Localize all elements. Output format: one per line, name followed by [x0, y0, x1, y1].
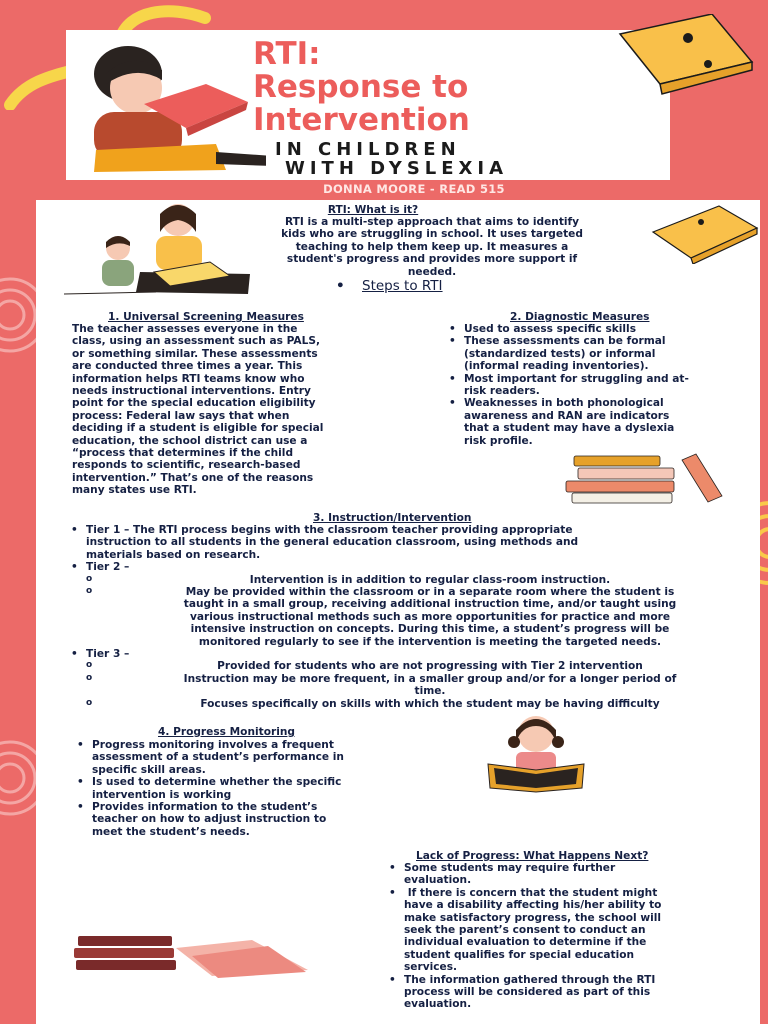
list-item: [70, 776, 440, 801]
text-line: • Most important for struggling and at-: [464, 372, 689, 385]
text-line: o May be provided within the classroom or in a separate room where the student is: [185, 586, 675, 599]
book-illustration-small: [651, 202, 763, 264]
subtitle-line: WITH DYSLEXIA: [285, 158, 509, 179]
page-title: [253, 38, 653, 137]
list-item: [442, 397, 762, 447]
intro-text: [236, 216, 628, 278]
text-line: meet the student’s needs.: [92, 825, 250, 838]
lack-list: [382, 862, 754, 1011]
text-line: make satisfactory progress, the school will: [404, 911, 662, 924]
reading-child-illustration: [66, 32, 266, 180]
sub-list-item: [64, 673, 756, 698]
text-line: teaching to help them keep up. It measures a: [295, 240, 569, 253]
text-line: evaluation.: [404, 874, 472, 887]
text-line: risk readers.: [464, 385, 540, 398]
list-item: [442, 323, 762, 335]
text-line: intervention.” That’s one of the reasons: [72, 471, 314, 484]
text-line: • Progress monitoring involves a frequent: [92, 739, 334, 751]
list-item: [382, 862, 754, 887]
text-line: process: Federal law says that when: [72, 409, 290, 422]
text-line: education, the school district can use a: [72, 434, 308, 447]
tier1-item: [64, 524, 756, 561]
header-card: [66, 30, 670, 180]
books-flat-illustration: [72, 926, 314, 980]
author-line: DONNA MOORE - READ 515: [323, 182, 505, 196]
lack-heading: Lack of Progress: What Happens Next?: [416, 850, 649, 862]
text-line: awareness and RAN are indicators: [464, 409, 670, 422]
sub-list-item: [64, 586, 756, 648]
text-line: The teacher assesses everyone in the: [72, 323, 298, 335]
text-line: or something similar. These assessments: [72, 347, 318, 360]
text-line: individual evaluation to determine if the: [404, 936, 647, 949]
list-item: [442, 373, 762, 398]
section4-heading: 4. Progress Monitoring: [158, 726, 295, 738]
text-line: monitored regularly to see if the intervention is meeting the targeted needs.: [198, 635, 662, 648]
sub-list-item: [64, 698, 756, 710]
text-line: • These assessments can be formal: [464, 335, 666, 348]
section4-list: [70, 739, 440, 838]
text-line: • Some students may require further: [404, 862, 616, 874]
text-line: RTI is a multi-step approach that aims to identify: [284, 216, 580, 228]
text-line: o Intervention is in addition to regular class-room instruction.: [249, 573, 611, 586]
text-line: kids who are struggling in school. It uses targeted: [281, 228, 583, 241]
text-line: many states use RTI.: [72, 484, 197, 497]
section2-heading: 2. Diagnostic Measures: [510, 311, 650, 323]
text-line: student's progress and provides more support if: [286, 253, 578, 266]
text-line: (standardized tests) or informal: [464, 347, 656, 360]
tier-label: • Tier 2 –: [86, 561, 130, 574]
text-line: • Used to assess specific skills: [464, 323, 636, 335]
list-item: [382, 887, 754, 974]
section1-text: [72, 323, 412, 497]
text-line: intensive instruction on concepts. During this time, a student’s progress will be: [190, 623, 670, 636]
sub-list-item: [64, 660, 756, 672]
text-line: various instructional methods such as more opportunities for practice and more: [189, 610, 671, 623]
text-line: needed.: [407, 265, 457, 278]
text-line: • The information gathered through the RTI: [404, 973, 656, 986]
title-line: Intervention: [253, 102, 470, 138]
bullet-icon: •: [336, 278, 345, 294]
book-illustration: [612, 14, 762, 106]
text-line: intervention is working: [92, 788, 232, 801]
parent-child-illustration: [60, 202, 255, 298]
title-line: RTI:: [253, 36, 321, 72]
steps-heading-text: Steps to RTI: [362, 278, 443, 294]
section3-list: [64, 524, 756, 710]
intro-heading: RTI: What is it?: [327, 204, 419, 216]
list-item: [70, 739, 440, 776]
sub-list-item: [64, 574, 756, 586]
list-item: [442, 335, 762, 372]
list-item: [382, 974, 754, 1011]
text-line: are conducted three times a year. This: [72, 360, 303, 373]
text-line: assessment of a student’s performance in: [92, 751, 344, 764]
steps-heading: [336, 278, 443, 294]
text-line: • Is used to determine whether the specific: [92, 776, 342, 789]
text-line: instruction to all students in the general education classroom, using methods and: [86, 536, 579, 549]
text-line: o Instruction may be more frequent, in a smaller group and/or for a longer period of: [183, 672, 677, 685]
text-line: specific skill areas.: [92, 763, 206, 776]
text-line: process will be considered as part of this: [404, 986, 651, 999]
text-line: point for the special education eligibility: [72, 397, 316, 410]
page-subtitle: [275, 140, 665, 178]
main-panel: [36, 200, 760, 1024]
text-line: • Tier 1 – The RTI process begins with the classroom teacher providing appropriate: [86, 524, 573, 536]
section3-heading: 3. Instruction/Intervention: [313, 512, 472, 524]
text-line: materials based on research.: [86, 548, 261, 561]
text-line: • Weaknesses in both phonological: [464, 397, 664, 410]
text-line: “process that determines if the child: [72, 447, 294, 460]
tier2-item: [64, 561, 756, 648]
text-line: seek the parent’s consent to conduct an: [404, 924, 646, 937]
text-line: risk profile.: [464, 434, 533, 447]
book-stack-illustration: [556, 452, 724, 504]
text-line: taught in a small group, receiving additional instruction time, and/or taught using: [183, 598, 677, 611]
section1-heading: 1. Universal Screening Measures: [108, 311, 304, 323]
text-line: (informal reading inventories).: [464, 360, 649, 373]
text-line: student qualifies for special education: [404, 948, 635, 961]
subtitle-line: IN CHILDREN: [275, 139, 461, 160]
text-line: time.: [414, 685, 446, 698]
text-line: responds to scientific, research-based: [72, 459, 301, 472]
text-line: services.: [404, 961, 458, 974]
text-line: deciding if a student is eligible for special: [72, 422, 324, 435]
tier3-item: [64, 648, 756, 710]
section2-list: [442, 323, 762, 447]
list-item: [70, 801, 440, 838]
text-line: information helps RTI teams know who: [72, 372, 305, 385]
tier-label: • Tier 3 –: [86, 648, 130, 661]
text-line: needs instructional interventions. Entry: [72, 385, 311, 398]
girl-reading-illustration: [484, 712, 588, 794]
text-line: have a disability affecting his/her ability to: [404, 899, 662, 912]
text-line: that a student may have a dyslexia: [464, 422, 675, 435]
text-line: o Focuses specifically on skills with which the student may be having difficulty: [200, 697, 660, 710]
text-line: teacher on how to adjust instruction to: [92, 813, 327, 826]
text-line: • If there is concern that the student might: [404, 886, 658, 899]
text-line: evaluation.: [404, 998, 472, 1011]
text-line: • Provides information to the student’s: [92, 801, 318, 814]
text-line: class, using an assessment such as PALS,: [72, 335, 321, 348]
title-line: Response to: [253, 69, 469, 105]
text-line: o Provided for students who are not progressing with Tier 2 intervention: [217, 660, 643, 673]
